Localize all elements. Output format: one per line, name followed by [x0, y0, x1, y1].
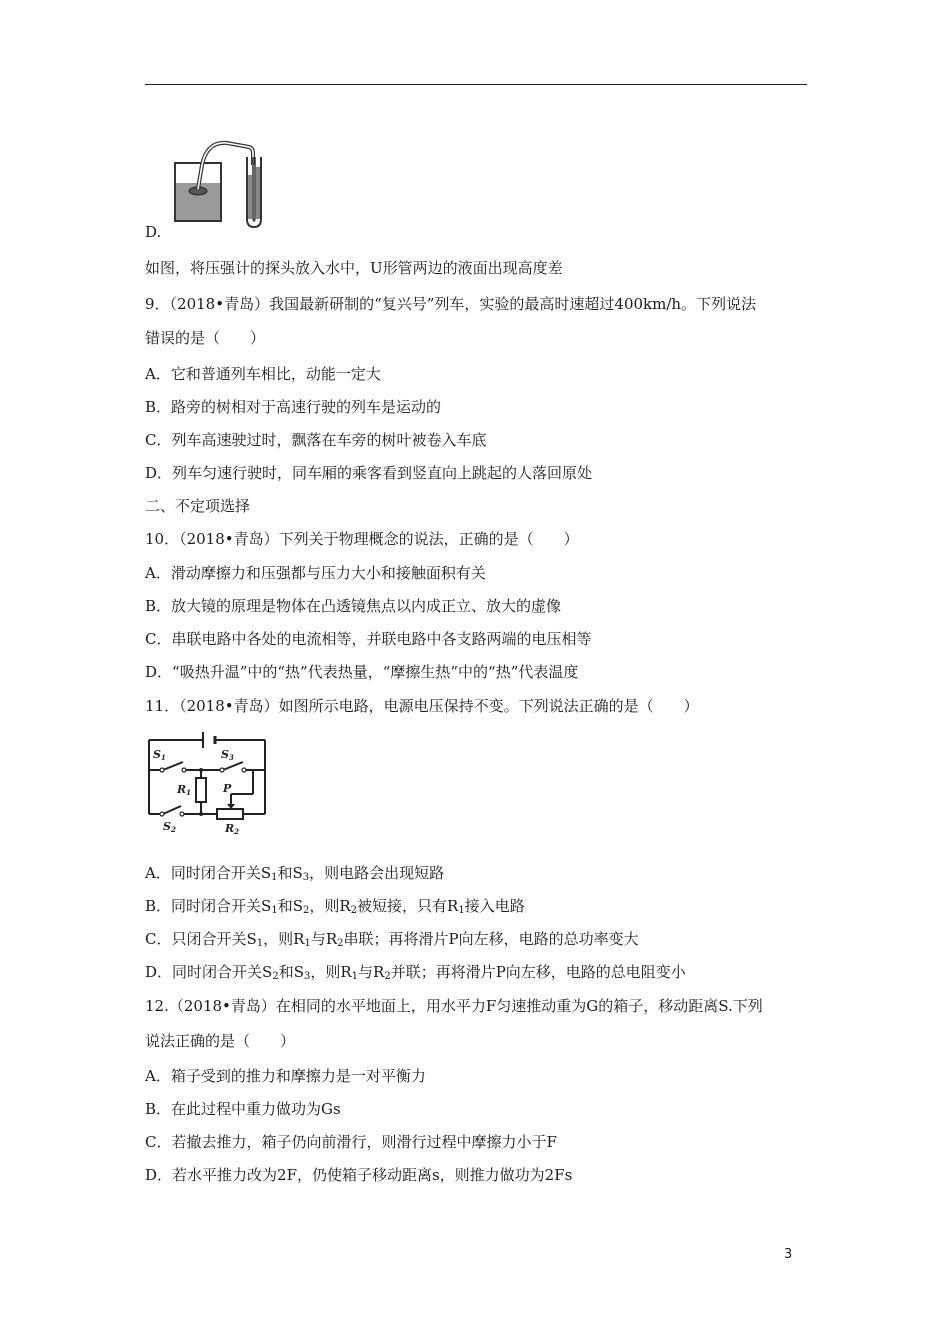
- q11-option-c: C．只闭合开关$S_1$，则$R_1$与$R_2$串联；再将滑片P向左移，电路的总功率变大: [145, 930, 639, 949]
- q9-option-b: B．路旁的树相对于高速行驶的列车是运动的: [145, 398, 442, 416]
- q10-option-b: B．放大镜的原理是物体在凸透镜焦点以内成正立、放大的虚像: [145, 597, 562, 615]
- pressure-gauge-figure: [165, 135, 285, 231]
- q12-option-d: D．若水平推力改为2F，仍使箱子移动距离s，则推力做功为2Fs: [145, 1166, 573, 1184]
- q12-stem-line2: 说法正确的是（ ）: [145, 1032, 296, 1050]
- label-p: P: [223, 782, 232, 795]
- q10-option-a: A．滑动摩擦力和压强都与压力大小和接触面积有关: [145, 564, 486, 582]
- circuit-diagram: [143, 728, 273, 836]
- q11-option-b: B．同时闭合开关$S_1$和$S_2$，则$R_2$被短接，只有$R_1$接入电路: [145, 897, 525, 916]
- label-s3: S3: [221, 748, 234, 762]
- q10-option-d: D．“吸热升温”中的“热”代表热量，“摩擦生热”中的“热”代表温度: [145, 663, 579, 681]
- q11-option-d: D．同时闭合开关$S_2$和$S_3$，则$R_1$与$R_2$并联；再将滑片P向左移，电路的总电阻变小: [145, 963, 686, 982]
- q9-stem-line1: 9．（2018•青岛）我国最新研制的“复兴号”列车，实验的最高时速超过400km/h。下列说法: [145, 295, 757, 313]
- q9-option-d: D．列车匀速行驶时，同车厢的乘客看到竖直向上跳起的人落回原处: [145, 464, 593, 482]
- q12-option-c: C．若撤去推力，箱子仍向前滑行，则滑行过程中摩擦力小于F: [145, 1133, 557, 1151]
- q11-option-a: A．同时闭合开关$S_1$和$S_3$，则电路会出现短路: [145, 864, 445, 883]
- page-number: 3: [784, 1247, 793, 1262]
- q12-stem-line1: 12.（2018•青岛）在相同的水平地面上，用水平力F匀速推动重为G的箱子，移动距离S.下列: [145, 997, 763, 1015]
- label-s1: S1: [153, 748, 166, 762]
- q9-option-a: A．它和普通列车相比，动能一定大: [145, 365, 381, 383]
- section-heading: 二、不定项选择: [145, 497, 251, 515]
- q11-stem: 11．（2018•青岛）如图所示电路，电源电压保持不变。下列说法正确的是（ ）: [145, 697, 699, 715]
- q12-option-b: B．在此过程中重力做功为Gs: [145, 1100, 341, 1118]
- label-r1: R1: [177, 783, 192, 797]
- q12-option-a: A．箱子受到的推力和摩擦力是一对平衡力: [145, 1067, 426, 1085]
- q9-stem-line2: 错误的是（ ）: [145, 329, 266, 347]
- q10-option-c: C．串联电路中各处的电流相等，并联电路中各支路两端的电压相等: [145, 630, 592, 648]
- q9-option-c: C．列车高速驶过时，飘落在车旁的树叶被卷入车底: [145, 431, 487, 449]
- header-rule: [145, 84, 807, 85]
- q10-stem: 10．（2018•青岛）下列关于物理概念的说法，正确的是（ ）: [145, 530, 579, 548]
- q8-option-d-label: D.: [145, 223, 162, 241]
- label-s2: S2: [163, 820, 176, 834]
- label-r2: R2: [225, 822, 240, 836]
- q8-option-d-caption: 如图，将压强计的探头放入水中，U形管两边的液面出现高度差: [145, 259, 563, 277]
